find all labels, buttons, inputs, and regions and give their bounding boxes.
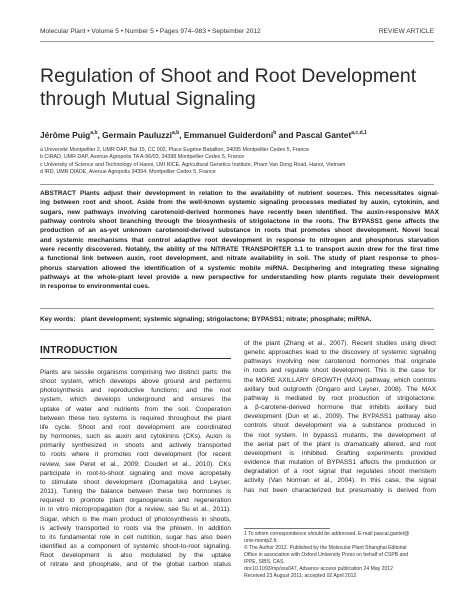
body-text-line: photosynthesis and reproductive functions; and the root bbox=[40, 387, 231, 395]
body-text-line: development is inhibited. Grafting experiments provided bbox=[244, 449, 436, 457]
affiliation-line: d IRD, UMR DIADE, Avenue Agropolis 34394, Montpellier Cedex 5, France bbox=[40, 168, 216, 175]
affiliation-line: a Université Montpellier 2, UMR DAP, Bat 15, CC 002, Place Eugène Bataillon, 34095 Montpellier Cedex 5, France bbox=[40, 147, 310, 153]
body-text-line: shoot system, which develops above ground and performs bbox=[40, 378, 231, 386]
body-text-line: Sugar, which is the main product of photosynthesis in shoots, bbox=[40, 515, 231, 523]
author-list: Jérôme Puig$^{a,b}$, Germain Pauluzzi$^{a,b}$, Emmanuel Guiderdoni$^b$ and Pascal Gantet$^{a,c,d,1}$ bbox=[40, 130, 367, 140]
author-name: Pascal Gantet bbox=[295, 130, 352, 140]
author-name: Jérôme Puig bbox=[40, 130, 91, 140]
body-text-line: a β-carotene-derived hormone that inhibits axillary bud bbox=[244, 404, 436, 412]
abstract-line: sugars, new pathways involving carotenoid-derived hormones have recently been identified. The auxin-responsive MAX bbox=[40, 208, 439, 216]
body-column-left bbox=[40, 368, 231, 569]
keywords-rule bbox=[40, 329, 434, 330]
affiliation-line: c University of Science and Technology of Hanoi, LMI RICE, Agricultural Genetics Institute, Pham Van Dong Road, Hanoi, Vietnam bbox=[40, 161, 346, 168]
body-column-right bbox=[244, 339, 436, 495]
running-header bbox=[40, 28, 434, 35]
body-text-line: of the plant (Zhang et al., 2007). Recent studies using direct bbox=[244, 340, 436, 347]
body-text-line: of nitrate and phosphate, and of the global carbon status bbox=[40, 561, 231, 569]
body-text-line: Plants are sessile organisms comprising two distinct parts: the bbox=[40, 369, 231, 376]
footnotes bbox=[244, 531, 436, 580]
body-text-line: in roots and regulate shoot development. This is the case for bbox=[244, 367, 436, 375]
body-text-line: between these two systems is required throughout the plant bbox=[40, 414, 231, 422]
abstract-bottom-rule bbox=[40, 308, 434, 309]
author-name: Germain Pauluzzi bbox=[102, 130, 172, 140]
body-text-line: is actively transported to roots via the phloem. In addition bbox=[40, 524, 231, 532]
body-text-line: degradation of a root signal that regulates shoot meristem bbox=[244, 468, 436, 476]
body-text-line: controls shoot development via a substance produced in bbox=[244, 422, 436, 430]
article-type: REVIEW ARTICLE bbox=[378, 28, 434, 35]
abstract-line: phorus starvation allowed the identification of a systemic mobile miRNA. Deciphering and integrating these signaling bbox=[40, 264, 439, 272]
author-affil: a,b bbox=[90, 130, 98, 137]
body-text-line: by hormones, such as auxin and cytokinins (CKs). Auxin is bbox=[40, 433, 231, 441]
author-affil: b bbox=[273, 130, 277, 137]
body-text-line: review, see Peret et al., 2009; Coudert et al., 2010). CKs bbox=[40, 460, 231, 468]
abstract-line: pathways at the whole-plant level provide a new perspective for understanding how plants regulate their development bbox=[40, 274, 439, 282]
body-text-line: 2011). Tuning the balance between these two hormones is bbox=[40, 488, 231, 496]
section-rule bbox=[40, 358, 231, 359]
body-text-line: in in vitro micropropagation (for a review, see Su et al., 2011). bbox=[40, 506, 231, 514]
body-text-line: the MORE AXILLARY GROWTH (MAX) pathway, which controls bbox=[244, 376, 436, 384]
body-text-line: primarily synthesized in shoots and actively transported bbox=[40, 442, 231, 450]
body-text-line: required to promote plant organogenesis and regeneration bbox=[40, 497, 231, 505]
abstract-line: and systemic mechanisms that control adaptive root development in response to nitrogen and phosphorus starvation bbox=[40, 236, 439, 244]
abstract-top-rule bbox=[40, 184, 434, 185]
abstract-line: production of an as-yet unknown carotenoid-derived substance in roots that promotes shoot development. Novel local bbox=[40, 227, 439, 235]
title-line: Regulation of Shoot and Root Development bbox=[40, 65, 417, 87]
abstract-line: ing between root and shoot. Aside from the well-known systemic signaling processes mediated by auxin, cytokinin, and bbox=[40, 199, 439, 207]
body-text-line: identified as a component of systemic shoot-to-root signaling. bbox=[40, 542, 231, 550]
keywords-text: plant development; systemic signaling; strigolactone; BYPASS1; nitrate; phosphate; miRNA. bbox=[81, 316, 372, 323]
body-text-line: has not been characterized but presumably is derived from bbox=[244, 486, 436, 494]
body-text-line: evidence that mutation of BYPASS1 affects the production or bbox=[244, 459, 436, 467]
author-affil: a,c,d,1 bbox=[351, 130, 367, 137]
footnote-line: 1 To whom correspondence should be addressed. E-mail pascal.gantet@ bbox=[244, 531, 410, 537]
body-text-line: the aerial part of the plant is dramatically altered, and root bbox=[244, 440, 436, 448]
body-text-line: Root development is also modulated by the uptake bbox=[40, 552, 231, 560]
article-title bbox=[40, 65, 434, 111]
author-affil: a,b bbox=[171, 130, 180, 137]
body-text-line: uptake of water and nutrients from the soil. Cooperation bbox=[40, 405, 231, 413]
affiliation-line: b CIRAD, UMR DAP, Avenue Agropolis TA A-96/03, 34398 Montpellier Cedex 5, France bbox=[40, 154, 245, 161]
footnote-rule bbox=[244, 528, 330, 529]
footnote-line: IPPE, SIBS, CAS. bbox=[244, 559, 285, 566]
footnote-line: Office in association with Oxford University Press on behalf of CSPB and bbox=[244, 552, 409, 559]
keywords-label: Key words: bbox=[40, 316, 76, 323]
section-heading: INTRODUCTION bbox=[40, 345, 118, 356]
body-text-line: pathway is mediated by root production of strigolactone: bbox=[244, 394, 436, 402]
footnote-line: doi:10.1093/mp/sss047, Advance access publication 24 May 2012 bbox=[244, 566, 393, 573]
keywords bbox=[40, 316, 434, 323]
journal-citation: Molecular Plant • Volume 5 • Number 5 • Pages 974–983 • September 2012 bbox=[40, 28, 261, 35]
title-line: through Mutual Signaling bbox=[40, 88, 256, 110]
body-text-line: to its fundamental role in cell nutrition, sugar has also been bbox=[40, 533, 231, 541]
author-name: Emmanuel Guiderdoni bbox=[183, 130, 274, 140]
body-text-line: life cycle. Shoot and root development are coordinated bbox=[40, 423, 231, 431]
body-text-line: participate in root-to-shoot signaling and move acropetally bbox=[40, 469, 231, 477]
body-text-line: to roots where it promotes root development (for recent bbox=[40, 451, 231, 459]
body-text-line: development (Dun et al., 2009). The BYPASS1 pathway also bbox=[244, 413, 436, 421]
body-text-line: activity (Van Norman et al., 2004). In this case, the signal bbox=[244, 477, 436, 485]
body-text-line: genetic approaches lead to the discovery of systemic signaling bbox=[244, 349, 436, 357]
body-text-line: pathways involving new carotenoid hormones that originate bbox=[244, 358, 436, 366]
body-text-line: the root system. In bypass1 mutants, the development of bbox=[244, 431, 436, 439]
abstract bbox=[40, 189, 439, 292]
footnote-line: Received 23 August 2011; accepted 02 April 2012 bbox=[244, 573, 357, 580]
abstract-line: in response to environmental cues. bbox=[40, 283, 150, 291]
body-text-line: system, which develops underground and ensures the bbox=[40, 396, 231, 404]
footnote-line: univ-montp2.fr. bbox=[244, 538, 278, 545]
abstract-line: were recently discovered. Notably, the ability of the NITRATE TRANSPORTER 1.1 to transport auxin drew for the first time bbox=[40, 246, 439, 254]
affiliations bbox=[40, 147, 434, 176]
abstract-line: pathway controls shoot branching through the biosynthesis of strigolactone in the roots. The BYPASS1 gene affects the bbox=[40, 218, 439, 226]
header-rule bbox=[40, 41, 434, 42]
body-text-line: axillary bud outgrowth (Ongaro and Leyser, 2008). The MAX bbox=[244, 385, 436, 393]
footnote-line: © The Author 2012. Published by the Molecular Plant Shanghai Editorial bbox=[244, 545, 407, 552]
abstract-line: a functional link between auxin, root development, and nitrate availability in soil. The study of plant response to phos- bbox=[40, 255, 439, 263]
body-text-line: to stimulate shoot development (Domagalska and Leyser, bbox=[40, 478, 231, 486]
abstract-line: ABSTRACT Plants adjust their development in relation to the availability of nutrient sources. This necessitates signal- bbox=[40, 190, 439, 197]
